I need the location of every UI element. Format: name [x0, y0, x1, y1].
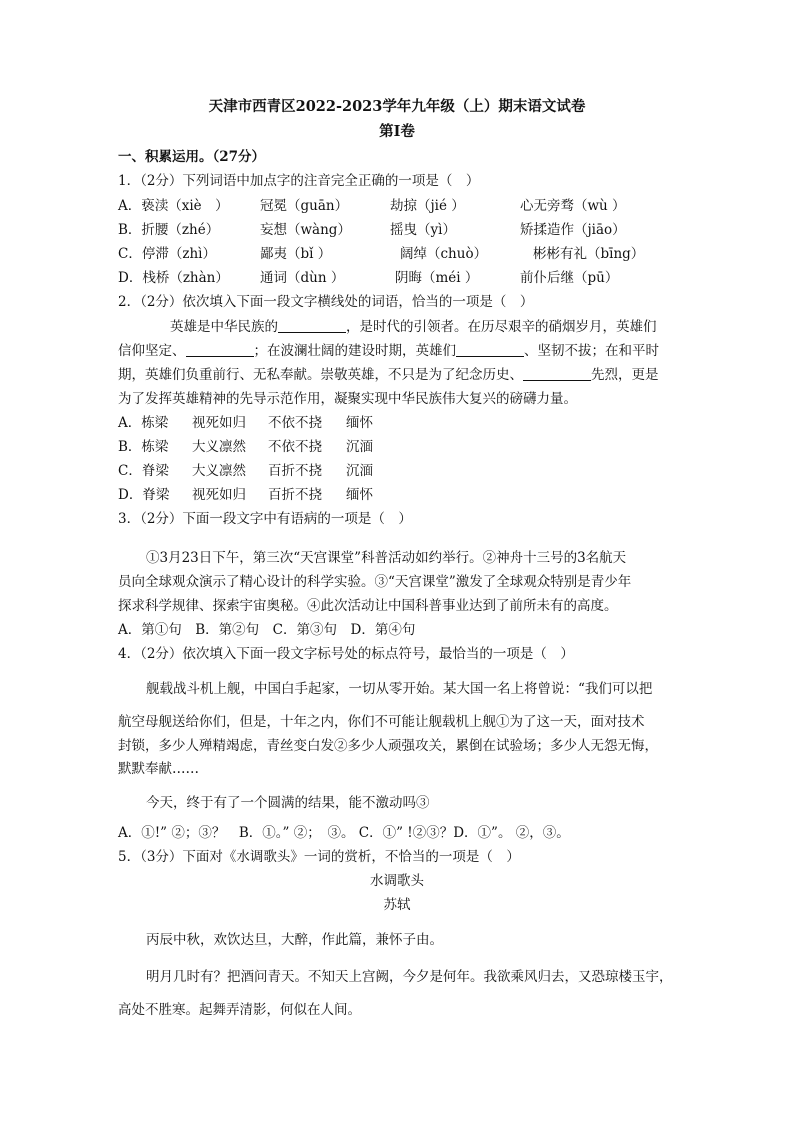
q1-option: 摇曳（yì） [390, 222, 456, 238]
q3-paragraph-line: 探求科学规律、探索宇宙奥秘。④此次活动让中国科普事业达到了前所未有的高度。 [118, 598, 618, 614]
q2-text: ，是时代的引领者。在历尽艰辛的硝烟岁月，英雄们 [346, 319, 657, 335]
poem-title: 水调歌头 [370, 873, 424, 889]
page-subtitle: 第I卷 [379, 123, 415, 140]
q1-stem: 1．（2分）下列词语中加点字的注音完全正确的一项是（ ） [118, 173, 480, 189]
q4-paragraph-line: 舰载战斗机上舰，中国白手起家，一切从零开始。某大国一名上将曾说：“我们可以把 [146, 681, 653, 697]
fill-blank [456, 342, 524, 357]
q2-paragraph-line: 为了发挥英雄精神的先导示范作用，凝聚实现中华民族伟大复兴的磅礴力量。 [118, 391, 577, 407]
q1-option: 妄想（wàng） [260, 222, 351, 238]
poem-author: 苏轼 [383, 897, 411, 913]
q1-option: A．亵渎（xiè ） [118, 198, 229, 214]
q2-stem: 2．（2分）依次填入下面一段文字横线处的词语，恰当的一项是（ ） [118, 294, 534, 310]
q2-paragraph-line [170, 318, 657, 336]
q1-option: B．折腰（zhé） [118, 222, 220, 238]
q1-option: 劫掠（jié ） [390, 198, 465, 214]
q1-option: 鄙夷（bǐ ） [260, 246, 332, 262]
q1-option: 心无旁骛（wù ） [520, 198, 626, 214]
q2-option: 百折不挠 [268, 487, 322, 503]
q2-option: 大义凛然 [192, 439, 246, 455]
q4-paragraph-line: 默默奉献…… [118, 761, 199, 777]
poem-preface: 丙辰中秋，欢饮达旦，大醉，作此篇，兼怀子由。 [146, 932, 443, 948]
q2-option: 缅怀 [346, 415, 373, 431]
q2-option: 视死如归 [192, 487, 246, 503]
q2-option: C．脊梁 [118, 463, 169, 479]
poem-line: 高处不胜寒。起舞弄清影，何似在人间。 [118, 1002, 361, 1018]
q1-option: 阴晦（méi ） [395, 270, 479, 286]
q4-stem: 4．（2分）依次填入下面一段文字标号处的标点符号，最恰当的一项是（ ） [118, 646, 574, 662]
q5-stem: 5．（3分）下面对《水调歌头》一词的赏析，不恰当的一项是（ ） [118, 849, 520, 865]
q2-text: 信仰坚定、 [118, 343, 186, 359]
q2-paragraph-line [118, 342, 659, 360]
q1-option: 前仆后继（pū） [520, 270, 619, 286]
q3-options: A．第①句 B．第②句 C．第③句 D．第④句 [118, 622, 416, 638]
page-title: 天津市西青区2022-2023学年九年级（上）期末语文试卷 [208, 98, 586, 115]
q1-option: 冠冕（guān） [260, 198, 349, 214]
q1-option: 彬彬有礼（bīng） [533, 246, 645, 262]
fill-blank [278, 318, 346, 333]
q2-option: 不依不挠 [268, 415, 322, 431]
q4-paragraph-line: 航空母舰送给你们，但是，十年之内，你们不可能让舰载机上舰①为了这一天，面对技术 [118, 714, 645, 730]
q2-text: 、坚韧不拔；在和平时 [524, 343, 659, 359]
poem-line: 明月几时有？把酒问青天。不知天上宫阙，今夕是何年。我欲乘风归去，又恐琼楼玉宇， [146, 969, 673, 985]
q2-option: B．栋梁 [118, 439, 169, 455]
q1-option: 阔绰（chuò） [400, 246, 488, 262]
q4-paragraph-line: 今天，终于有了一个圆满的结果，能不激动吗③ [146, 795, 430, 811]
q2-option: 大义凛然 [192, 463, 246, 479]
q2-text: 期，英雄们负重前行、无私奉献。崇敬英雄，不只是为了纪念历史、 [118, 367, 523, 383]
q2-option: D．脊梁 [118, 487, 170, 503]
q2-option: 视死如归 [192, 415, 246, 431]
q4-paragraph-line: 封锁，多少人殚精竭虑，青丝变白发②多少人顽强攻关，累倒在试验场；多少人无怨无悔， [118, 738, 658, 754]
q2-option: 百折不挠 [268, 463, 322, 479]
q2-text: 先烈，更是 [591, 367, 659, 383]
q2-text: 英雄是中华民族的 [170, 319, 278, 335]
q1-option: D．栈桥（zhàn） [118, 270, 229, 286]
q2-paragraph-line [118, 366, 659, 384]
q1-option: 通词（dùn ） [260, 270, 345, 286]
q2-text: ；在波澜壮阔的建设时期，英雄们 [253, 343, 456, 359]
q1-option: C．停滞（zhì） [118, 246, 216, 262]
q3-paragraph-line: ①3月23日下午，第三次“天宫课堂”科普活动如约举行。②神舟十三号的3名航天 [146, 550, 627, 566]
q2-option: 不依不挠 [268, 439, 322, 455]
q3-paragraph-line: 员向全球观众演示了精心设计的科学实验。③“天宫课堂”激发了全球观众特别是青少年 [118, 574, 632, 590]
q2-option: 沉湎 [346, 439, 373, 455]
fill-blank [523, 366, 591, 381]
q3-stem: 3．（2分）下面一段文字中有语病的一项是（ ） [118, 511, 412, 527]
section-heading: 一、积累运用。（27分） [118, 149, 266, 165]
q4-options: A．①!” ②；③？ B．①。” ②； ③。 C．①” !②③？D．①”。 ②，③。 [118, 825, 570, 841]
q2-option: 沉湎 [346, 463, 373, 479]
q2-option: A．栋梁 [118, 415, 169, 431]
q2-option: 缅怀 [346, 487, 373, 503]
fill-blank [186, 342, 254, 357]
q1-option: 矫揉造作（jiāo） [520, 222, 626, 238]
